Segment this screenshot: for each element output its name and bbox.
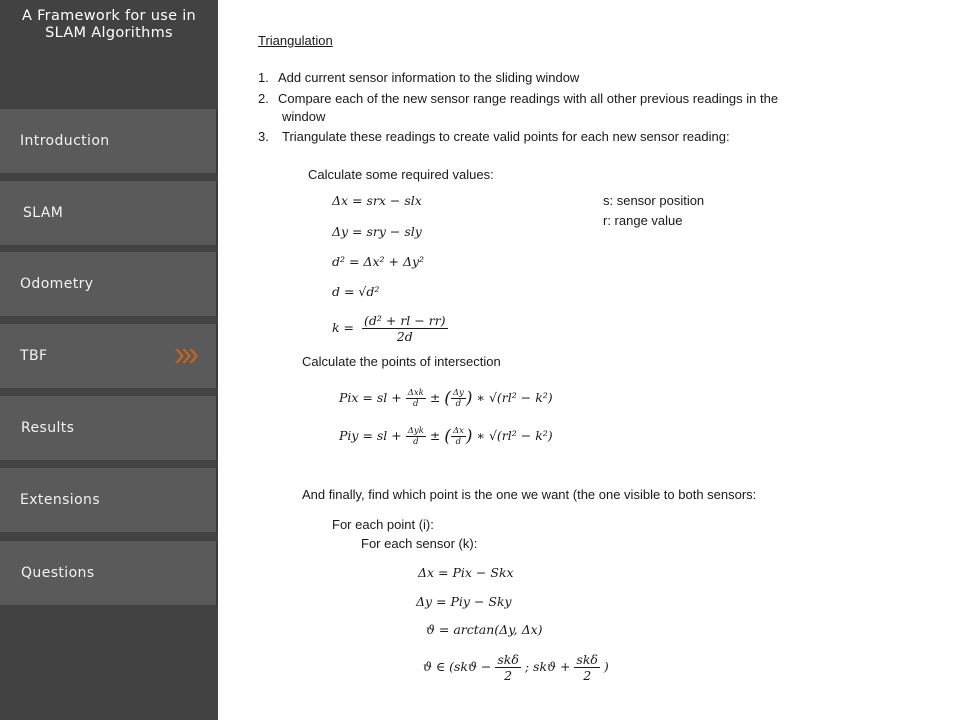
nav-item-questions[interactable] [0,541,218,605]
slide-content [218,0,960,720]
equation-k-lhs: k = [332,320,355,335]
equation-delta-y: Δy = sry − sly [332,224,422,239]
presentation-title-line-2: SLAM Algorithms [45,25,173,41]
equation-piy-paren-num: Δx [452,426,464,436]
step-number: 2. [258,91,269,106]
equation-piy-frac-num: Δyk [407,426,424,436]
equation-piy: Piy = sl + $\frac{\text{Δyk}}{d}$ ± ( $\frac{\Delta x}{d}$ ) ∗ √(rl² − k²) [339,426,553,447]
equation-pix-paren-num: Δy [452,388,464,398]
equation-piy-tail: ∗ √(rl² − k²) [476,428,553,443]
equation-d: d = √d² [332,284,380,299]
equation-pix-frac-num: Δxk [407,388,424,398]
equation-delta-x: Δx = srx − slx [332,193,422,208]
equation-pix-plusminus: ± [429,390,441,405]
equation-piy-lhs: Piy = sl + [339,428,402,443]
calc-label: Calculate some required values: [308,167,494,182]
nav-item-label: Questions [21,565,95,581]
equation-theta-range-frac2-num: skδ [576,652,598,667]
nav-item-odometry[interactable] [0,252,218,316]
equation-piy-paren-den: d [455,437,462,447]
slide-heading: Triangulation [258,33,333,48]
nav-item-label: SLAM [23,205,64,221]
equation-pix-lhs: Pix = sl + [339,390,402,405]
nav-item-label: Extensions [20,492,101,508]
equation-theta: ϑ = arctan(Δy, Δx) [426,622,543,637]
step-text: Triangulate these readings to create valid points for each new sensor reading: [282,129,730,144]
nav-item-extensions[interactable] [0,468,218,532]
equation-theta-range-frac1-num: skδ [497,652,519,667]
equation-theta-range-start: ϑ ∈ (skϑ − [423,659,492,674]
equation-theta-range-end: ) [603,659,609,674]
equation-delta-x-sensor: Δx = Pix − Skx [418,565,514,580]
equation-k-numerator: (d² + rl − rr) [364,313,446,328]
nav-item-slam[interactable] [0,181,218,245]
equation-k-denominator: 2d [396,329,413,344]
chevron-triple-right-icon [174,347,198,365]
nav-item-tbf[interactable] [0,324,218,388]
nav-item-label: Results [21,420,75,436]
equation-pix: Pix = sl + $\frac{\text{Δxk}}{d}$ ± ( $\frac{\Delta y}{d}$ ) ∗ √(rl² − k²) [339,388,553,409]
intersection-label: Calculate the points of intersection [302,354,501,369]
equation-delta-y-sensor: Δy = Piy − Sky [416,594,512,609]
finally-label: And finally, find which point is the one we want (the one visible to both sensors: [302,487,757,502]
nav-item-label: Odometry [20,276,94,292]
presentation-title [0,8,218,42]
step-text: Add current sensor information to the sliding window [278,70,580,85]
equation-pix-paren-den: d [455,399,462,409]
equation-theta-range [423,652,609,683]
step-text-continued: window [282,109,326,124]
nav-item-label: Introduction [20,133,110,149]
equation-pix-tail: ∗ √(rl² − k²) [476,390,553,405]
equation-piy-plusminus: ± [429,428,441,443]
legend-sensor-position: s: sensor position [603,193,705,208]
equation-piy-frac-den: d [413,437,419,447]
legend-range-value: r: range value [603,213,683,228]
equation-theta-range-middle: ; skϑ + [524,659,571,674]
step-text: Compare each of the new sensor range readings with all other previous readings in the [278,91,779,106]
nav-item-results[interactable] [0,396,218,460]
equation-k [332,313,448,344]
loop-each-point: For each point (i): [332,517,434,532]
sidebar [0,0,218,720]
step-number: 3. [258,129,269,144]
loop-each-sensor: For each sensor (k): [361,536,478,551]
nav-item-label: TBF [20,348,48,364]
step-number: 1. [258,70,269,85]
presentation-title-line-1: A Framework for use in [21,8,197,24]
equation-theta-range-frac2-den: 2 [583,668,592,683]
equation-d-squared: d² = Δx² + Δy² [332,254,425,269]
equation-theta-range-frac1-den: 2 [504,668,513,683]
nav-item-introduction[interactable] [0,109,218,173]
equation-pix-frac-den: d [413,399,419,409]
